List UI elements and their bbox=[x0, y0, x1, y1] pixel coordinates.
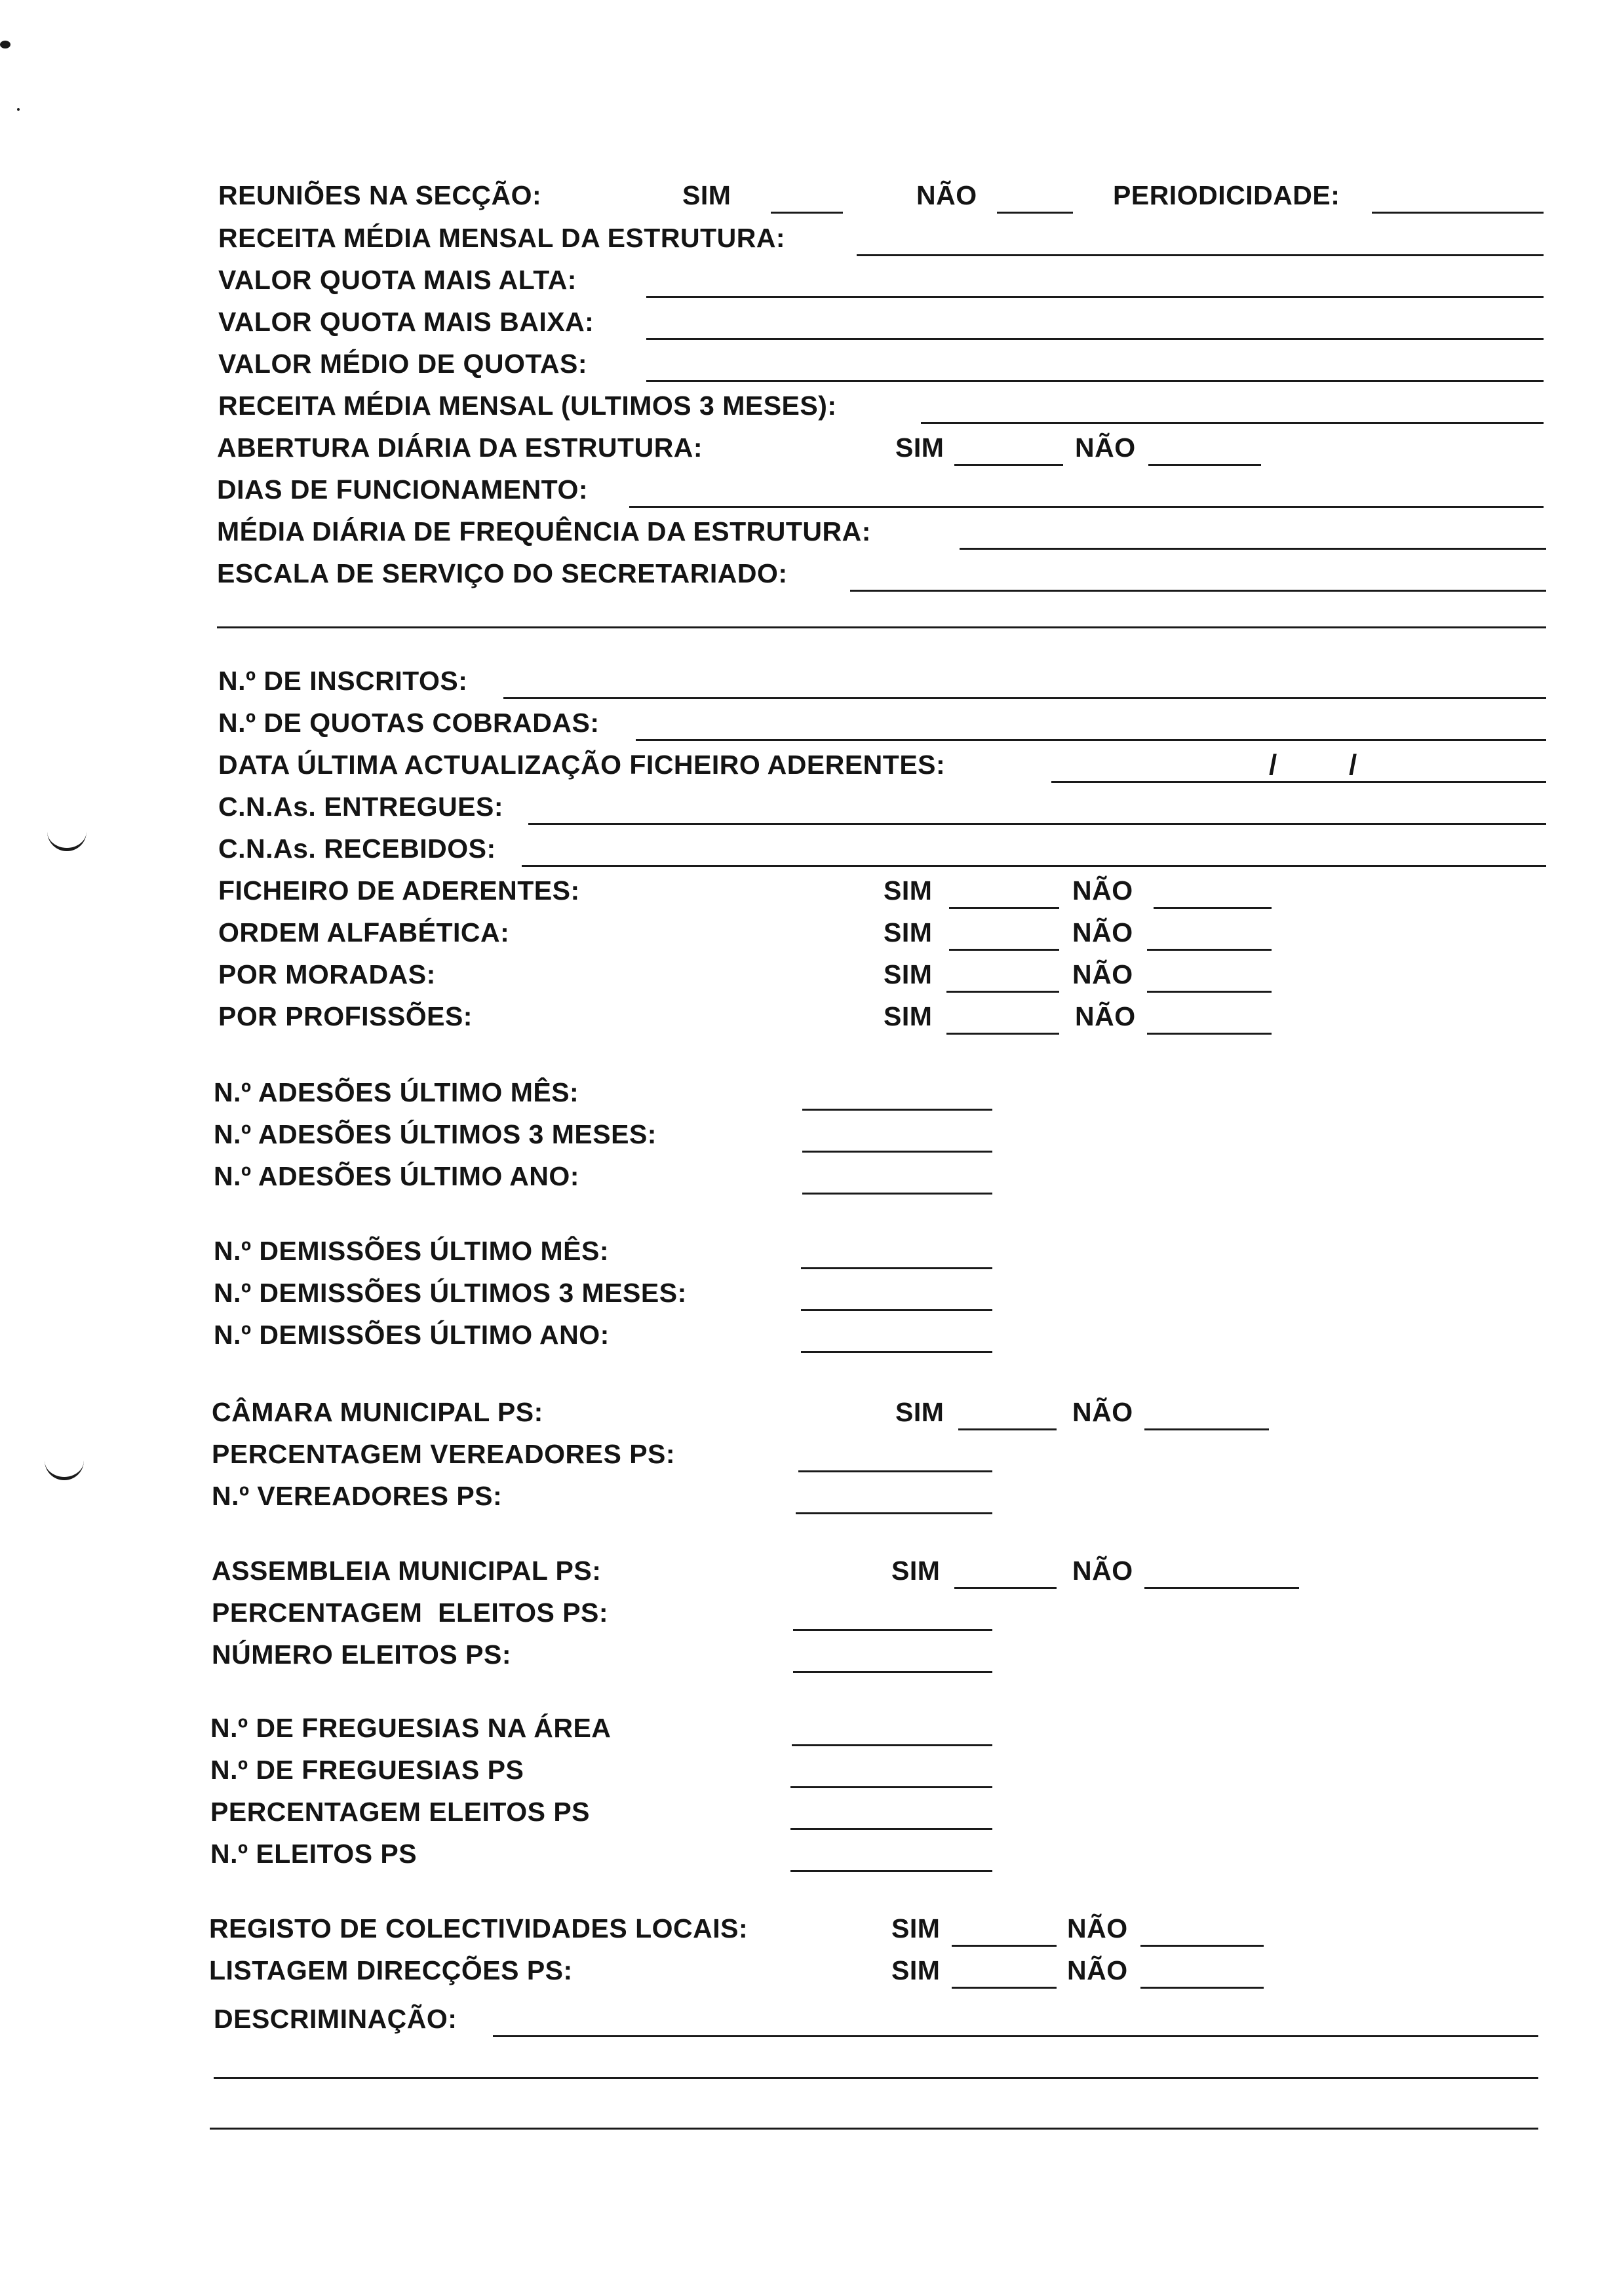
label-numero-eleitos: NÚMERO ELEITOS PS: bbox=[212, 1639, 512, 1670]
label-registo: REGISTO DE COLECTIVIDADES LOCAIS: bbox=[209, 1913, 749, 1943]
label-sim: SIM bbox=[895, 432, 944, 463]
row-camara bbox=[0, 1388, 1615, 1430]
label-nao: NÃO bbox=[1072, 875, 1133, 906]
row-dem-mes bbox=[0, 1227, 1615, 1269]
scan-mark-dot bbox=[0, 41, 10, 48]
date-separator-1: / bbox=[1269, 749, 1277, 781]
field-numero-eleitos[interactable] bbox=[793, 1671, 992, 1673]
label-profissoes: POR PROFISSÕES: bbox=[218, 1001, 473, 1031]
row-dem-ano bbox=[0, 1311, 1615, 1353]
label-freg-ps: N.º DE FREGUESIAS PS bbox=[210, 1755, 524, 1785]
row-ades-3m bbox=[0, 1111, 1615, 1153]
field-dem-ano[interactable] bbox=[801, 1351, 992, 1353]
row-freg-ps bbox=[0, 1746, 1615, 1788]
row-cnas-entregues bbox=[0, 783, 1615, 825]
scan-mark-tick bbox=[17, 108, 20, 111]
date-separator-2: / bbox=[1349, 749, 1357, 781]
label-quota-baixa: VALOR QUOTA MAIS BAIXA: bbox=[218, 307, 594, 337]
label-listagem: LISTAGEM DIRECÇÕES PS: bbox=[209, 1955, 573, 1985]
row-quota-baixa bbox=[0, 298, 1615, 340]
field-n-eleitos[interactable] bbox=[790, 1870, 992, 1872]
field-descriminacao-line-3[interactable] bbox=[210, 2128, 1538, 2130]
label-dem-3m: N.º DEMISSÕES ÚLTIMOS 3 MESES: bbox=[214, 1278, 687, 1308]
row-numero-eleitos bbox=[0, 1631, 1615, 1673]
label-quota-alta: VALOR QUOTA MAIS ALTA: bbox=[218, 265, 577, 295]
field-escala-cont[interactable] bbox=[217, 626, 1546, 628]
label-nao: NÃO bbox=[1067, 1913, 1128, 1943]
label-perc-eleitos-freg: PERCENTAGEM ELEITOS PS bbox=[210, 1797, 591, 1827]
label-n-vereadores: N.º VEREADORES PS: bbox=[212, 1481, 503, 1511]
row-assembleia bbox=[0, 1547, 1615, 1589]
row-moradas bbox=[0, 951, 1615, 993]
label-quotas-cobradas: N.º DE QUOTAS COBRADAS: bbox=[218, 708, 600, 738]
label-sim: SIM bbox=[884, 1001, 933, 1031]
label-n-eleitos: N.º ELEITOS PS bbox=[210, 1839, 418, 1869]
label-ades-3m: N.º ADESÕES ÚLTIMOS 3 MESES: bbox=[214, 1119, 657, 1149]
row-inscritos bbox=[0, 657, 1615, 699]
label-periodicidade: PERIODICIDADE: bbox=[1113, 180, 1340, 210]
field-reunioes-nao[interactable] bbox=[997, 212, 1073, 214]
row-ades-mes bbox=[0, 1069, 1615, 1111]
field-reunioes-sim[interactable] bbox=[771, 212, 843, 214]
field-descriminacao-line-2[interactable] bbox=[214, 2077, 1538, 2079]
field-n-vereadores[interactable] bbox=[796, 1512, 992, 1514]
row-perc-eleitos bbox=[0, 1589, 1615, 1631]
row-n-eleitos bbox=[0, 1830, 1615, 1872]
label-nao: NÃO bbox=[1075, 432, 1136, 463]
label-nao: NÃO bbox=[1072, 1556, 1133, 1586]
row-n-vereadores bbox=[0, 1472, 1615, 1514]
label-moradas: POR MORADAS: bbox=[218, 959, 436, 989]
field-profissoes-sim[interactable] bbox=[946, 1033, 1059, 1035]
label-sim: SIM bbox=[891, 1913, 941, 1943]
row-profissoes bbox=[0, 993, 1615, 1035]
label-nao: NÃO bbox=[1075, 1001, 1136, 1031]
row-freg-area bbox=[0, 1704, 1615, 1746]
field-periodicidade[interactable] bbox=[1372, 212, 1544, 214]
label-reunioes: REUNIÕES NA SECÇÃO: bbox=[218, 180, 542, 210]
row-receita-3m bbox=[0, 382, 1615, 424]
label-sim: SIM bbox=[895, 1397, 944, 1427]
label-sim: SIM bbox=[891, 1955, 941, 1985]
label-sim: SIM bbox=[891, 1556, 941, 1586]
label-dem-mes: N.º DEMISSÕES ÚLTIMO MÊS: bbox=[214, 1236, 610, 1266]
row-listagem bbox=[0, 1947, 1615, 1989]
field-listagem-sim[interactable] bbox=[952, 1987, 1057, 1989]
row-quotas-cobradas bbox=[0, 699, 1615, 741]
row-abertura bbox=[0, 424, 1615, 466]
label-sim: SIM bbox=[884, 959, 933, 989]
label-ades-mes: N.º ADESÕES ÚLTIMO MÊS: bbox=[214, 1077, 579, 1107]
label-ades-ano: N.º ADESÕES ÚLTIMO ANO: bbox=[214, 1161, 579, 1191]
row-dias bbox=[0, 466, 1615, 508]
row-ficheiro bbox=[0, 867, 1615, 909]
row-quota-alta bbox=[0, 256, 1615, 298]
label-assembleia: ASSEMBLEIA MUNICIPAL PS: bbox=[212, 1556, 602, 1586]
label-descriminacao: DESCRIMINAÇÃO: bbox=[214, 2004, 457, 2034]
label-data-ult: DATA ÚLTIMA ACTUALIZAÇÃO FICHEIRO ADERENTES: bbox=[218, 750, 946, 780]
label-camara: CÂMARA MUNICIPAL PS: bbox=[212, 1397, 543, 1427]
label-nao: NÃO bbox=[1067, 1955, 1128, 1985]
label-alfabetica: ORDEM ALFABÉTICA: bbox=[218, 917, 510, 947]
field-escala[interactable] bbox=[850, 590, 1546, 592]
label-valor-medio: VALOR MÉDIO DE QUOTAS: bbox=[218, 349, 587, 379]
label-freg-area: N.º DE FREGUESIAS NA ÁREA bbox=[210, 1713, 612, 1743]
row-reunioes bbox=[0, 172, 1615, 214]
field-descriminacao[interactable] bbox=[493, 2035, 1538, 2037]
row-perc-vereadores bbox=[0, 1430, 1615, 1472]
row-receita-media bbox=[0, 214, 1615, 256]
row-perc-eleitos-freg bbox=[0, 1788, 1615, 1830]
label-cnas-recebidos: C.N.As. RECEBIDOS: bbox=[218, 833, 496, 864]
field-profissoes-nao[interactable] bbox=[1147, 1033, 1272, 1035]
row-ades-ano bbox=[0, 1153, 1615, 1195]
row-cnas-recebidos bbox=[0, 825, 1615, 867]
label-receita-media: RECEITA MÉDIA MENSAL DA ESTRUTURA: bbox=[218, 223, 786, 253]
field-listagem-nao[interactable] bbox=[1140, 1987, 1264, 1989]
row-descriminacao bbox=[0, 1995, 1615, 2037]
label-dias: DIAS DE FUNCIONAMENTO: bbox=[217, 474, 589, 505]
label-escala: ESCALA DE SERVIÇO DO SECRETARIADO: bbox=[217, 558, 788, 588]
label-sim: SIM bbox=[884, 917, 933, 947]
row-escala bbox=[0, 550, 1615, 592]
label-perc-eleitos: PERCENTAGEM ELEITOS PS: bbox=[212, 1598, 609, 1628]
label-ficheiro: FICHEIRO DE ADERENTES: bbox=[218, 875, 580, 906]
label-receita-3m: RECEITA MÉDIA MENSAL (ULTIMOS 3 MESES): bbox=[218, 391, 837, 421]
label-perc-vereadores: PERCENTAGEM VEREADORES PS: bbox=[212, 1439, 676, 1469]
label-inscritos: N.º DE INSCRITOS: bbox=[218, 666, 468, 696]
row-alfabetica bbox=[0, 909, 1615, 951]
label-nao: NÃO bbox=[916, 180, 977, 210]
row-dem-3m bbox=[0, 1269, 1615, 1311]
label-abertura: ABERTURA DIÁRIA DA ESTRUTURA: bbox=[217, 432, 703, 463]
label-sim: SIM bbox=[682, 180, 731, 210]
label-nao: NÃO bbox=[1072, 1397, 1133, 1427]
row-registo bbox=[0, 1905, 1615, 1947]
row-media-freq bbox=[0, 508, 1615, 550]
row-data-ult bbox=[0, 741, 1615, 783]
label-nao: NÃO bbox=[1072, 959, 1133, 989]
label-nao: NÃO bbox=[1072, 917, 1133, 947]
label-cnas-entregues: C.N.As. ENTREGUES: bbox=[218, 792, 503, 822]
row-valor-medio bbox=[0, 340, 1615, 382]
label-sim: SIM bbox=[884, 875, 933, 906]
field-ades-ano[interactable] bbox=[802, 1193, 992, 1195]
label-media-freq: MÉDIA DIÁRIA DE FREQUÊNCIA DA ESTRUTURA: bbox=[217, 516, 871, 546]
label-dem-ano: N.º DEMISSÕES ÚLTIMO ANO: bbox=[214, 1320, 610, 1350]
